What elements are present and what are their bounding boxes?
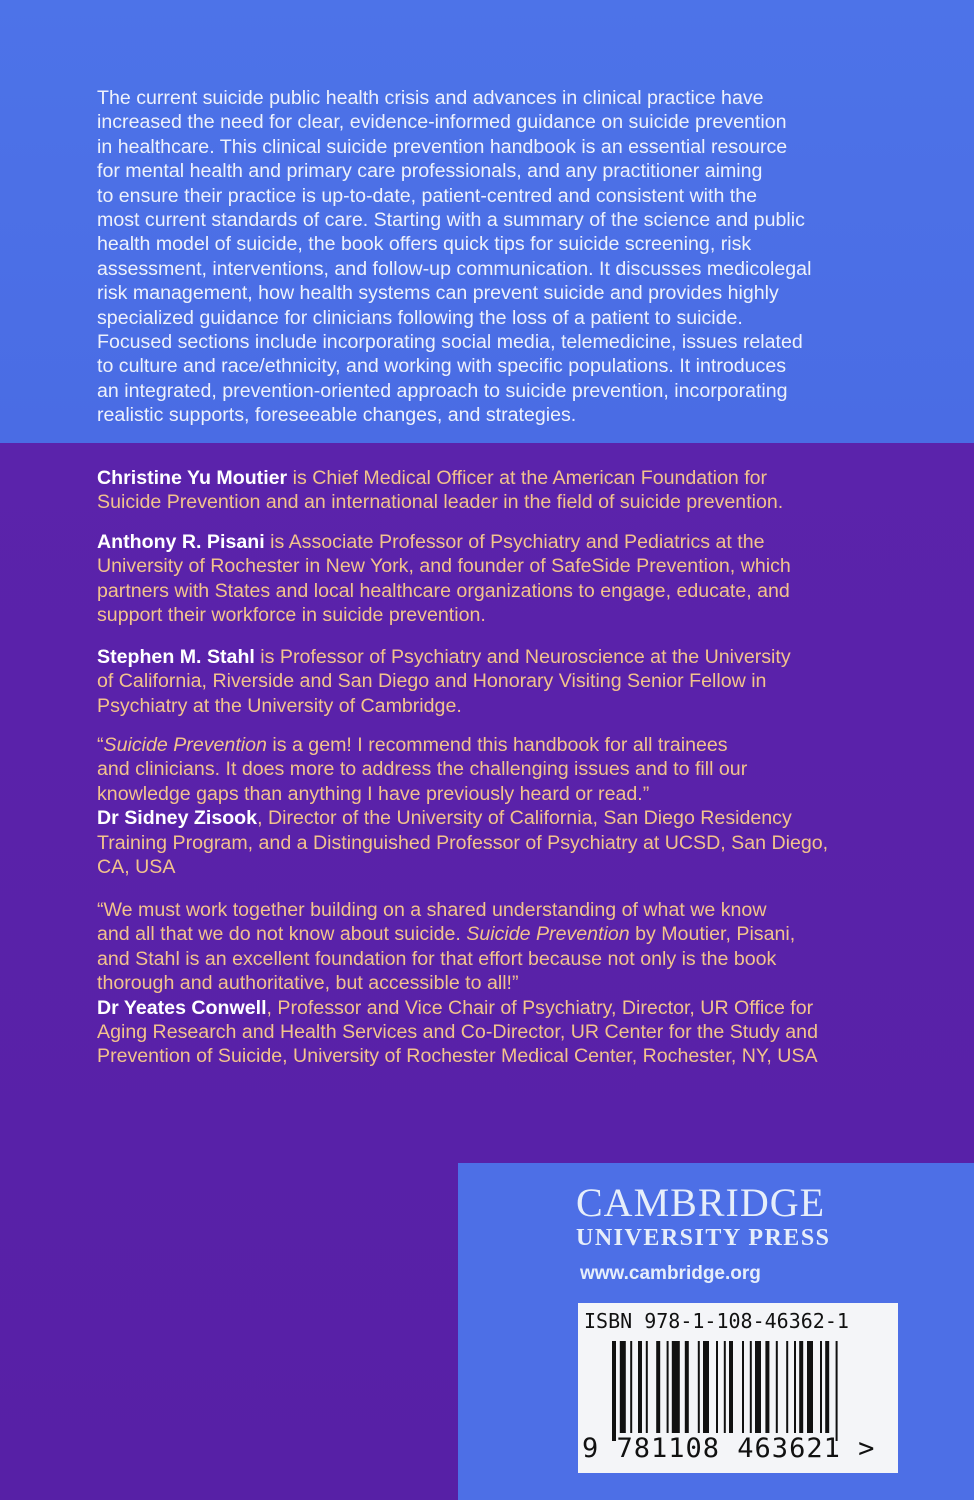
barcode-bar bbox=[716, 1341, 718, 1433]
text-segment: of California, Riverside and San Diego and Honorary Visiting Senior Fellow in bbox=[97, 670, 767, 693]
barcode-bar bbox=[836, 1341, 838, 1441]
text-line bbox=[97, 403, 811, 427]
author-bio-pisani bbox=[97, 530, 791, 628]
text-line bbox=[97, 159, 811, 183]
text-line bbox=[97, 379, 811, 403]
publisher-url: www.cambridge.org bbox=[580, 1263, 761, 1284]
text-segment: risk management, how health systems can prevent suicide and provides highly bbox=[97, 282, 779, 305]
book-description bbox=[97, 86, 811, 427]
publisher-logo-name: CAMBRIDGE bbox=[576, 1180, 826, 1225]
barcode-bar bbox=[698, 1341, 700, 1433]
text-line bbox=[97, 232, 811, 256]
text-segment: , Professor and Vice Chair of Psychiatry, Director, UR Office for bbox=[266, 996, 814, 1019]
text-segment: and all that we do not know about suicide. bbox=[97, 923, 467, 946]
book-title: Suicide Prevention bbox=[103, 734, 267, 756]
review-conwell bbox=[97, 898, 818, 1069]
person-name: Anthony R. Pisani bbox=[97, 531, 265, 553]
text-line bbox=[97, 855, 828, 879]
text-segment: thorough and authoritative, but accessible to all!” bbox=[97, 972, 519, 995]
text-segment: is a gem! I recommend this handbook for all trainees bbox=[266, 734, 728, 756]
text-line bbox=[97, 694, 791, 718]
text-segment: health model of suicide, the book offers quick tips for suicide screening, risk bbox=[97, 233, 752, 256]
text-line bbox=[97, 947, 818, 971]
text-line bbox=[97, 645, 791, 669]
barcode-bar bbox=[799, 1341, 803, 1433]
text-segment: University of Rochester in New York, and founder of SafeSide Prevention, which bbox=[97, 555, 791, 578]
text-line bbox=[97, 306, 811, 330]
text-segment: is Chief Medical Officer at the American Foundation for bbox=[287, 467, 768, 489]
text-line bbox=[97, 554, 791, 578]
text-line bbox=[97, 782, 828, 806]
text-segment: to culture and race/ethnicity, and working with specific populations. It introduces bbox=[97, 355, 787, 378]
text-line bbox=[97, 530, 791, 554]
text-segment: “ bbox=[97, 734, 104, 756]
text-line bbox=[97, 257, 811, 281]
text-segment: realistic supports, foreseeable changes, and strategies. bbox=[97, 404, 577, 427]
text-segment: and Stahl is an excellent foundation for that effort because not only is the book bbox=[97, 947, 777, 970]
text-segment: is Professor of Psychiatry and Neuroscience at the University bbox=[254, 646, 791, 668]
text-segment: , Director of the University of California, San Diego Residency bbox=[257, 807, 792, 830]
barcode-bar bbox=[786, 1341, 788, 1433]
text-line bbox=[97, 184, 811, 208]
barcode-bar bbox=[765, 1341, 769, 1433]
text-segment: Prevention of Suicide, University of Rochester Medical Center, Rochester, NY, USA bbox=[97, 1045, 818, 1068]
barcode-bar bbox=[794, 1341, 796, 1433]
text-segment: Aging Research and Health Services and Co-Director, UR Center for the Study and bbox=[97, 1020, 818, 1043]
text-segment: to ensure their practice is up-to-date, patient-centred and consistent with the bbox=[97, 184, 758, 207]
barcode-bar bbox=[685, 1341, 689, 1433]
barcode-bar bbox=[750, 1341, 752, 1433]
text-line bbox=[97, 281, 811, 305]
text-line bbox=[97, 996, 818, 1020]
text-segment: an integrated, prevention-oriented approach to suicide prevention, incorporating bbox=[97, 379, 788, 402]
barcode-bar bbox=[672, 1341, 680, 1433]
barcode-bar bbox=[729, 1341, 733, 1433]
text-segment: knowledge gaps than anything I have previously heard or read.” bbox=[97, 782, 650, 805]
text-segment: for mental health and primary care professionals, and any practitioner aiming bbox=[97, 160, 763, 183]
description-panel bbox=[0, 0, 974, 443]
text-line bbox=[97, 110, 811, 134]
text-line bbox=[97, 1044, 818, 1068]
barcode-bar bbox=[755, 1341, 761, 1433]
text-segment: assessment, interventions, and follow-up communication. It discusses medicolegal bbox=[97, 257, 812, 280]
review-zisook bbox=[97, 733, 828, 879]
text-segment: in healthcare. This clinical suicide prevention handbook is an essential resource bbox=[97, 135, 788, 158]
author-bio-moutier bbox=[97, 466, 783, 515]
isbn-text: ISBN 978-1-108-46362-1 bbox=[584, 1309, 849, 1333]
text-segment: increased the need for clear, evidence-informed guidance on suicide prevention bbox=[97, 111, 787, 134]
author-bio-stahl bbox=[97, 645, 791, 718]
text-line bbox=[97, 898, 818, 922]
barcode-icon bbox=[612, 1341, 872, 1441]
text-line bbox=[97, 669, 791, 693]
text-line bbox=[97, 135, 811, 159]
text-line bbox=[97, 354, 811, 378]
text-segment: most current standards of care. Starting with a summary of the science and public bbox=[97, 208, 805, 231]
publisher-box bbox=[458, 1163, 974, 1500]
barcode-bar bbox=[667, 1341, 669, 1433]
text-line bbox=[97, 1020, 818, 1044]
barcode-bar bbox=[807, 1341, 813, 1433]
text-segment: by Moutier, Pisani, bbox=[629, 923, 796, 946]
text-segment: “We must work together building on a shared understanding of what we know bbox=[97, 899, 767, 921]
text-line bbox=[97, 330, 811, 354]
person-name: Dr Yeates Conwell bbox=[97, 996, 267, 1019]
barcode-bar bbox=[612, 1341, 616, 1441]
text-segment: The current suicide public health crisis and advances in clinical practice have bbox=[97, 87, 764, 109]
barcode-bar bbox=[630, 1341, 632, 1433]
barcode-bar bbox=[638, 1341, 642, 1433]
barcode-digits: 9 781108 463621 > bbox=[582, 1433, 876, 1464]
text-line bbox=[97, 757, 828, 781]
text-segment: support their workforce in suicide prevention. bbox=[97, 604, 486, 627]
text-line bbox=[97, 922, 818, 946]
text-line bbox=[97, 806, 828, 830]
barcode-bar bbox=[620, 1341, 626, 1433]
person-name: Christine Yu Moutier bbox=[97, 467, 288, 489]
text-line bbox=[97, 733, 828, 757]
text-line bbox=[97, 490, 783, 514]
barcode-bar bbox=[776, 1341, 778, 1433]
barcode-bar bbox=[656, 1341, 660, 1433]
text-line bbox=[97, 208, 811, 232]
barcode-bar bbox=[825, 1341, 829, 1433]
text-segment: partners with States and local healthcare organizations to engage, educate, and bbox=[97, 579, 790, 602]
text-segment: and clinicians. It does more to address the challenging issues and to fill our bbox=[97, 758, 748, 781]
text-line bbox=[97, 86, 811, 110]
text-line bbox=[97, 466, 783, 490]
person-name: Stephen M. Stahl bbox=[97, 646, 255, 668]
barcode-bar bbox=[646, 1341, 648, 1433]
text-segment: specialized guidance for clinicians following the loss of a patient to suicide. bbox=[97, 306, 743, 329]
text-segment: CA, USA bbox=[97, 855, 176, 878]
barcode-label bbox=[578, 1303, 898, 1473]
text-segment: Psychiatry at the University of Cambridge. bbox=[97, 694, 462, 717]
barcode-bar bbox=[820, 1341, 822, 1433]
person-name: Dr Sidney Zisook bbox=[97, 807, 258, 830]
text-line bbox=[97, 971, 818, 995]
book-title: Suicide Prevention bbox=[466, 923, 630, 946]
text-line bbox=[97, 603, 791, 627]
barcode-bar bbox=[703, 1341, 709, 1433]
barcode-bar bbox=[742, 1341, 744, 1433]
text-segment: Focused sections include incorporating social media, telemedicine, issues related bbox=[97, 330, 803, 353]
text-segment: Training Program, and a Distinguished Professor of Psychiatry at UCSD, San Diego, bbox=[97, 831, 829, 854]
publisher-logo-subtitle: UNIVERSITY PRESS bbox=[576, 1225, 831, 1251]
text-segment: Suicide Prevention and an international leader in the field of suicide prevention. bbox=[97, 491, 784, 514]
text-line bbox=[97, 579, 791, 603]
text-line bbox=[97, 831, 828, 855]
text-segment: is Associate Professor of Psychiatry and Pediatrics at the bbox=[264, 531, 765, 553]
barcode-bar bbox=[724, 1341, 726, 1433]
